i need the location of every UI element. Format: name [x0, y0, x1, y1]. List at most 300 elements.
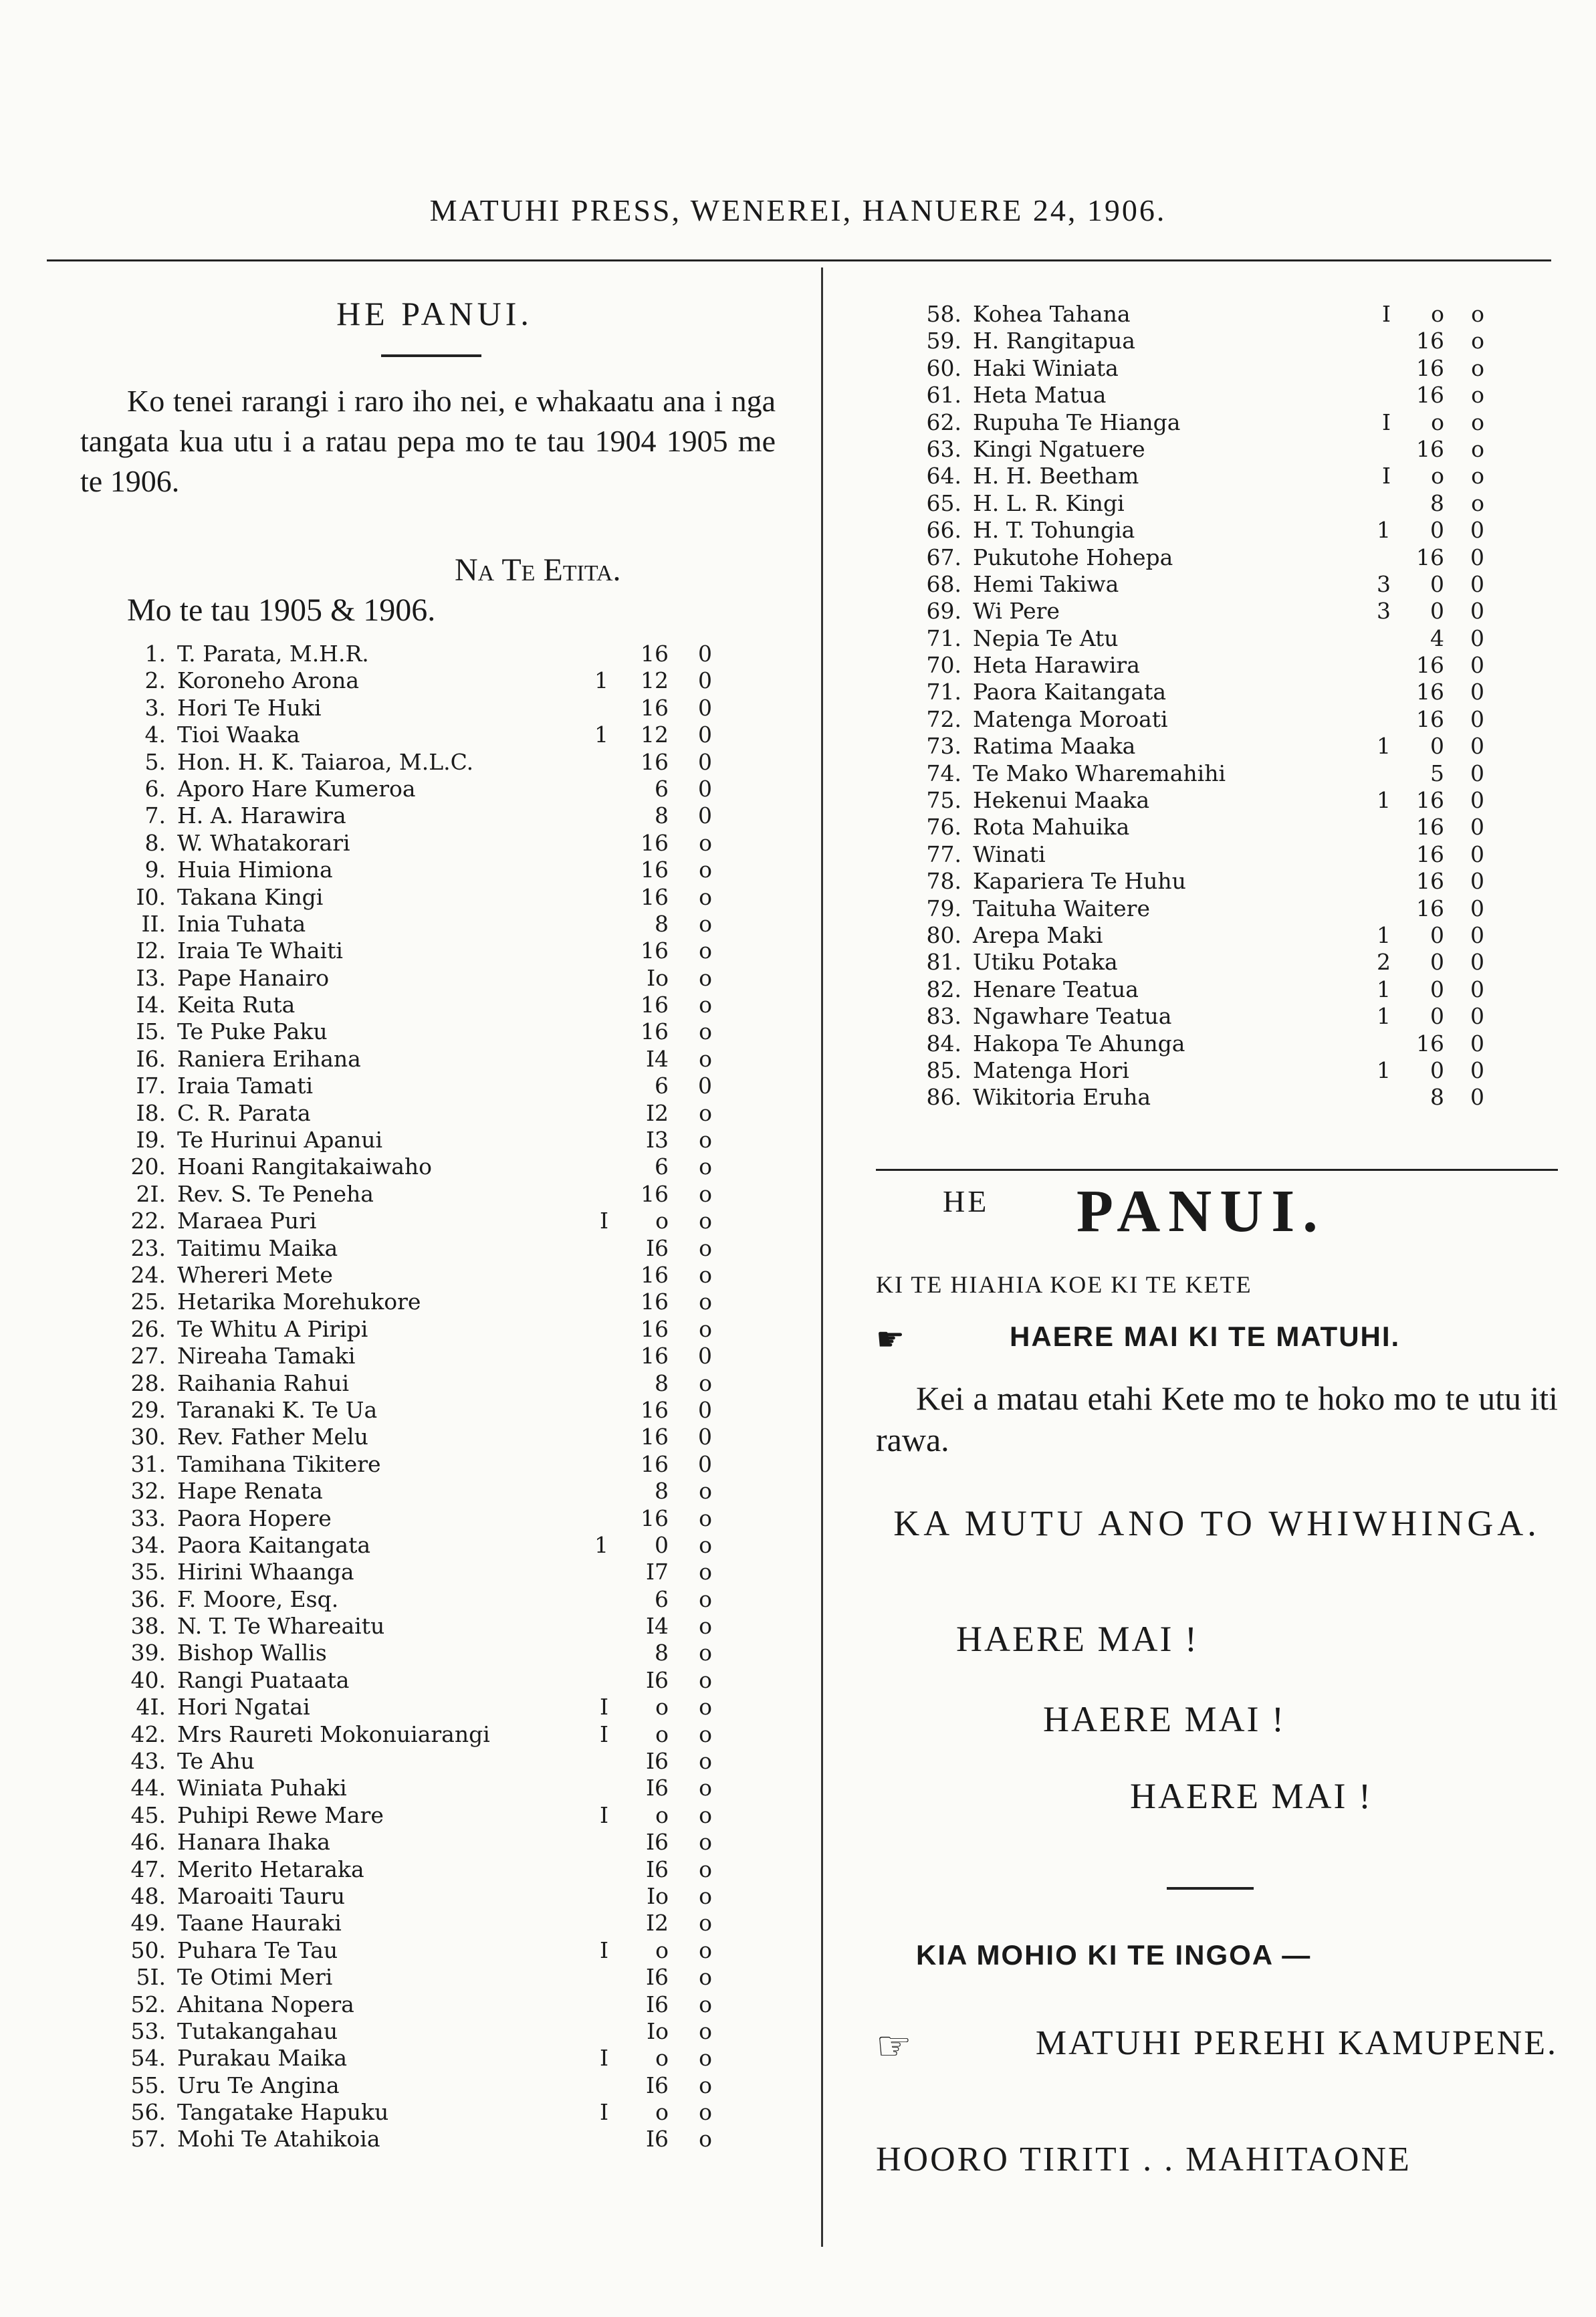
entry-shillings: o — [655, 2099, 669, 2126]
entry-number: 46. — [130, 1829, 166, 1856]
list-item — [114, 1208, 712, 1234]
entry-pence: o — [699, 1315, 712, 1342]
entry-name: Hon. H. K. Taiaroa, M.L.C. — [177, 748, 474, 775]
entry-name: Bishop Wallis — [177, 1640, 327, 1666]
entry-name: Hanara Ihaka — [177, 1829, 330, 1856]
entry-name: Puhipi Rewe Mare — [177, 1801, 384, 1828]
entry-pence: 0 — [698, 722, 712, 748]
entry-name: Hirini Whaanga — [177, 1559, 354, 1585]
entry-pence: o — [699, 2045, 712, 2072]
list-item — [114, 1180, 712, 1208]
list-item — [114, 1694, 712, 1721]
entry-number: I4. — [136, 992, 166, 1018]
entry-name: Te Whitu A Piripi — [177, 1315, 368, 1342]
entry-pence: o — [699, 1748, 712, 1775]
entry-name: Kingi Ngatuere — [973, 435, 1145, 462]
entry-shillings: 12 — [641, 667, 669, 694]
entry-name: Heta Matua — [973, 382, 1107, 409]
notice-body-text: Ko tenei rarangi i raro iho nei, e whakaatu ana i nga tangata kua utu i a ratau pepa mo te tau 1904 1905 me te 1906. — [80, 384, 776, 498]
entry-shillings: 8 — [1430, 1084, 1444, 1111]
entry-name: Maroaiti Tauru — [177, 1882, 346, 1909]
entry-pence: o — [1471, 409, 1484, 435]
notice-period: Mo te tau 1905 & 1906. — [127, 592, 436, 628]
entry-name: Hemi Takiwa — [973, 570, 1119, 597]
entry-shillings: 16 — [641, 937, 669, 964]
entry-shillings: o — [655, 1208, 669, 1234]
entry-pounds: 1 — [1377, 787, 1391, 814]
entry-number: 49. — [130, 1910, 166, 1937]
entry-pounds: 1 — [1377, 921, 1391, 948]
list-item — [909, 598, 1511, 625]
entry-number: 40. — [130, 1666, 166, 1693]
entry-shillings: 16 — [641, 641, 669, 667]
entry-name: Raihania Rahui — [177, 1369, 350, 1396]
entry-shillings: o — [655, 1694, 669, 1721]
list-item — [114, 1073, 712, 1099]
entry-pence: o — [699, 1721, 712, 1747]
list-item — [909, 490, 1511, 517]
entry-name: Taituha Waitere — [973, 895, 1150, 921]
entry-name: Rupuha Te Hianga — [973, 409, 1181, 435]
ad-line-whiwhinga: KA MUTU ANO TO WHIWHINGA. — [893, 1503, 1541, 1543]
entry-name: Rota Mahuika — [973, 814, 1130, 841]
entry-name: Winiata Puhaki — [177, 1775, 347, 1801]
entry-shillings: 16 — [1416, 435, 1444, 462]
entry-shillings: 16 — [1416, 705, 1444, 732]
entry-name: Rangi Puataata — [177, 1666, 350, 1693]
entry-pence: 0 — [1470, 544, 1484, 570]
entry-shillings: I6 — [645, 2072, 669, 2098]
entry-name: Kohea Tahana — [973, 301, 1131, 327]
entry-number: II. — [141, 910, 166, 937]
entry-shillings: 16 — [1416, 895, 1444, 921]
notice-title: HE PANUI. — [336, 295, 533, 332]
list-item — [114, 1369, 712, 1397]
entry-number: 71. — [926, 679, 961, 705]
entry-shillings: 4 — [1430, 625, 1444, 651]
entry-pence: 0 — [1470, 1003, 1484, 1030]
entry-shillings: 16 — [1416, 354, 1444, 381]
entry-name: Heta Harawira — [973, 652, 1140, 679]
entry-name: Rev. S. Te Peneha — [177, 1180, 374, 1207]
entry-shillings: o — [1431, 463, 1444, 489]
entry-name: Tangatake Hapuku — [177, 2099, 389, 2126]
entry-number: 56. — [130, 2099, 166, 2126]
entry-pence: 0 — [1470, 949, 1484, 976]
entry-shillings: I6 — [645, 1964, 669, 1991]
entry-pence: 0 — [1470, 1030, 1484, 1057]
list-item — [114, 1801, 712, 1829]
entry-name: Paora Kaitangata — [177, 1531, 371, 1558]
entry-shillings: 8 — [1430, 489, 1444, 516]
entry-pence: 0 — [1470, 705, 1484, 732]
entry-number: 47. — [130, 1856, 166, 1882]
list-item — [114, 1531, 712, 1559]
list-item — [909, 517, 1511, 544]
entry-shillings: 5 — [1430, 760, 1444, 786]
list-item — [909, 868, 1511, 895]
entry-number: 58. — [926, 301, 961, 327]
entry-pence: o — [699, 1694, 712, 1721]
list-item — [114, 964, 712, 992]
entry-shillings: o — [655, 1801, 669, 1828]
entry-shillings: 16 — [641, 1315, 669, 1342]
list-item — [114, 722, 712, 748]
entry-name: Merito Hetaraka — [177, 1856, 364, 1882]
entry-name: Keita Ruta — [177, 992, 296, 1018]
entry-number: 4I. — [136, 1694, 166, 1721]
entry-number: 30. — [130, 1424, 166, 1450]
entry-name: Ratima Maaka — [973, 733, 1136, 760]
entry-pounds: 1 — [1377, 1003, 1391, 1030]
entry-shillings: I2 — [645, 1910, 669, 1937]
entry-name: Puhara Te Tau — [177, 1937, 338, 1963]
entry-shillings: I6 — [645, 1748, 669, 1775]
entry-name: H. H. Beetham — [973, 463, 1139, 489]
entry-pounds: I — [599, 1208, 608, 1234]
entry-pence: o — [699, 1478, 712, 1505]
entry-number: 80. — [926, 921, 961, 948]
entry-name: Hape Renata — [177, 1478, 323, 1505]
entry-number: 33. — [130, 1505, 166, 1531]
entry-shillings: 16 — [1416, 814, 1444, 841]
entry-shillings: 6 — [655, 775, 669, 802]
entry-name: Matenga Moroati — [973, 705, 1168, 732]
list-item — [114, 910, 712, 937]
list-item — [909, 679, 1511, 705]
entry-pounds: I — [1381, 463, 1391, 489]
entry-shillings: 0 — [1430, 570, 1444, 597]
list-item — [909, 1030, 1511, 1057]
list-item — [909, 706, 1511, 733]
entry-shillings: I6 — [645, 2126, 669, 2153]
entry-number: 84. — [926, 1030, 961, 1057]
entry-pence: 0 — [698, 1424, 712, 1450]
entry-pence: 0 — [698, 1343, 712, 1369]
entry-number: 6. — [144, 775, 166, 802]
entry-shillings: 16 — [641, 1343, 669, 1369]
entry-name: Nepia Te Atu — [973, 625, 1119, 651]
list-item — [909, 544, 1511, 571]
entry-number: 61. — [926, 382, 961, 409]
list-item — [909, 436, 1511, 463]
entry-number: 77. — [926, 841, 961, 867]
entry-number: 3. — [144, 694, 166, 721]
entry-pence: o — [699, 829, 712, 856]
entry-number: I0. — [136, 883, 166, 910]
ad-he: HE — [943, 1184, 990, 1218]
entry-pounds: 1 — [1377, 1057, 1391, 1083]
entry-pence: 0 — [698, 667, 712, 694]
entry-shillings: 16 — [641, 748, 669, 775]
list-item — [114, 2099, 712, 2126]
entry-pence: o — [699, 1829, 712, 1856]
entry-pounds: 1 — [1377, 976, 1391, 1002]
entry-shillings: o — [1431, 409, 1444, 435]
title-rule — [381, 354, 481, 357]
entry-shillings: 8 — [655, 910, 669, 937]
entry-pence: o — [699, 883, 712, 910]
entry-pence: 0 — [1470, 760, 1484, 786]
entry-number: 65. — [926, 489, 961, 516]
entry-number: 55. — [130, 2072, 166, 2098]
entry-name: H. T. Tohungia — [973, 517, 1135, 544]
list-item — [909, 814, 1511, 841]
ad-body-text: Kei a matau etahi Kete mo te hoko mo te utu iti rawa. — [876, 1380, 1558, 1458]
entry-name: H. Rangitapua — [973, 328, 1135, 354]
entry-pence: o — [1471, 301, 1484, 327]
entry-number: 83. — [926, 1003, 961, 1030]
entry-pounds: I — [599, 1937, 608, 1963]
list-item — [114, 1721, 712, 1748]
entry-pence: o — [1471, 328, 1484, 354]
list-item — [114, 1882, 712, 1910]
list-item — [909, 787, 1511, 814]
entry-pence: 0 — [698, 748, 712, 775]
entry-shillings: I6 — [645, 1234, 669, 1261]
entry-pence: o — [699, 1045, 712, 1072]
entry-number: I7. — [136, 1073, 166, 1099]
list-item — [114, 1450, 712, 1478]
entry-number: 76. — [926, 814, 961, 841]
notice-body — [80, 381, 776, 502]
list-item — [114, 992, 712, 1018]
entry-shillings: I6 — [645, 1829, 669, 1856]
entry-shillings: 16 — [1416, 328, 1444, 354]
list-item — [114, 1505, 712, 1532]
entry-name: Uru Te Angina — [177, 2072, 340, 2098]
list-item — [909, 1057, 1511, 1084]
entry-pence: o — [699, 937, 712, 964]
ad-line-haere-mai: HAERE MAI KI TE MATUHI. — [1010, 1321, 1401, 1352]
list-item — [114, 1748, 712, 1775]
entry-name: Mrs Raureti Mokonuiarangi — [177, 1721, 490, 1747]
list-item — [114, 1613, 712, 1640]
list-item — [114, 1640, 712, 1666]
entry-shillings: 16 — [641, 1180, 669, 1207]
entry-pence: 0 — [698, 641, 712, 667]
entry-pounds: I — [599, 2099, 608, 2126]
entry-shillings: 16 — [1416, 679, 1444, 705]
entry-name: Hori Ngatai — [177, 1694, 310, 1721]
list-item — [909, 409, 1511, 436]
entry-shillings: 0 — [1430, 949, 1444, 976]
entry-shillings: I7 — [645, 1559, 669, 1585]
list-item — [114, 1829, 712, 1856]
list-item — [114, 1991, 712, 2018]
list-item — [909, 301, 1511, 328]
entry-pence: o — [699, 1018, 712, 1045]
entry-name: Te Mako Wharemahihi — [973, 760, 1226, 786]
entry-shillings: 16 — [641, 1505, 669, 1531]
top-rule — [47, 259, 1551, 261]
entry-name: Utiku Potaka — [973, 949, 1118, 976]
entry-shillings: I6 — [645, 1856, 669, 1882]
list-item — [114, 2072, 712, 2099]
entry-number: 59. — [926, 328, 961, 354]
entry-pence: 0 — [1470, 841, 1484, 867]
entry-shillings: 16 — [641, 1261, 669, 1288]
entry-pounds: 1 — [594, 722, 608, 748]
entry-number: I3. — [136, 964, 166, 991]
entry-name: Whereri Mete — [177, 1261, 333, 1288]
entry-number: I5. — [136, 1018, 166, 1045]
entry-pounds: 1 — [594, 667, 608, 694]
list-item — [114, 1937, 712, 1964]
entry-pence: 0 — [1470, 652, 1484, 679]
entry-shillings: 0 — [1430, 733, 1444, 760]
list-item — [114, 748, 712, 776]
entry-name: Mohi Te Atahikoia — [177, 2126, 380, 2153]
entry-shillings: 0 — [1430, 921, 1444, 948]
entry-shillings: 16 — [1416, 1030, 1444, 1057]
entry-pence: 0 — [1470, 517, 1484, 544]
entry-pence: 0 — [1470, 787, 1484, 814]
list-item — [114, 1234, 712, 1262]
entry-number: 4. — [144, 722, 166, 748]
entry-name: Te Puke Paku — [177, 1018, 328, 1045]
entry-name: Hoani Rangitakaiwaho — [177, 1153, 433, 1180]
list-item — [114, 1559, 712, 1585]
entry-pence: 0 — [698, 1396, 712, 1423]
list-item — [114, 1666, 712, 1694]
entry-shillings: 8 — [655, 1369, 669, 1396]
entry-pence: o — [699, 1991, 712, 2017]
entry-number: 43. — [130, 1748, 166, 1775]
entry-number: 2I. — [136, 1180, 166, 1207]
entry-shillings: 16 — [641, 1424, 669, 1450]
ad-haere-mai-1: HAERE MAI ! — [956, 1619, 1199, 1659]
entry-pence: o — [699, 1964, 712, 1991]
entry-name: Te Otimi Meri — [177, 1964, 333, 1991]
entry-number: 34. — [130, 1531, 166, 1558]
entry-shillings: 16 — [641, 1450, 669, 1477]
entry-name: Tutakangahau — [177, 2017, 338, 2044]
entry-name: H. A. Harawira — [177, 802, 346, 829]
entry-number: 71. — [926, 625, 961, 651]
ad-line-ingoa: KIA MOHIO KI TE INGOA — — [916, 1939, 1312, 1971]
entry-pence: o — [699, 2017, 712, 2044]
entry-number: 9. — [144, 857, 166, 883]
entry-pence: o — [699, 964, 712, 991]
entry-number: I9. — [136, 1127, 166, 1153]
entry-name: Te Ahu — [177, 1748, 255, 1775]
list-item — [909, 382, 1511, 409]
entry-shillings: o — [655, 1937, 669, 1963]
list-item — [114, 1424, 712, 1450]
entry-pence: o — [699, 1937, 712, 1963]
entry-pence: o — [699, 1531, 712, 1558]
entry-number: 23. — [130, 1234, 166, 1261]
entry-shillings: 0 — [1430, 976, 1444, 1002]
entry-number: 5I. — [136, 1964, 166, 1991]
entry-shillings: 8 — [655, 1640, 669, 1666]
entry-shillings: I6 — [645, 1991, 669, 2017]
entry-pence: 0 — [1470, 679, 1484, 705]
entry-name: Ngawhare Teatua — [973, 1003, 1172, 1030]
entry-shillings: 16 — [1416, 841, 1444, 867]
entry-shillings: 16 — [641, 1018, 669, 1045]
entry-number: 73. — [926, 733, 961, 760]
entry-pence: 0 — [1470, 598, 1484, 625]
entry-number: 27. — [130, 1343, 166, 1369]
entry-name: Takana Kingi — [177, 883, 324, 910]
entry-pence: 0 — [1470, 895, 1484, 921]
entry-shillings: 6 — [655, 1073, 669, 1099]
entry-pence: 0 — [1470, 1084, 1484, 1111]
list-item — [114, 1478, 712, 1505]
entry-name: Raniera Erihana — [177, 1045, 361, 1072]
entry-name: Maraea Puri — [177, 1208, 317, 1234]
entry-number: 82. — [926, 976, 961, 1002]
entry-pence: o — [699, 1640, 712, 1666]
list-item — [114, 1396, 712, 1424]
ad-company-name: MATUHI PEREHI KAMUPENE. — [1035, 2024, 1558, 2062]
entry-pence: o — [699, 2099, 712, 2126]
entry-number: 60. — [926, 354, 961, 381]
entry-pence: o — [699, 2072, 712, 2098]
entry-name: N. T. Te Whareaitu — [177, 1613, 385, 1640]
entry-pence: o — [699, 1505, 712, 1531]
entry-number: 62. — [926, 409, 961, 435]
entry-shillings: 16 — [641, 829, 669, 856]
entry-number: 45. — [130, 1801, 166, 1828]
entry-shillings: 16 — [1416, 544, 1444, 570]
list-item — [114, 1099, 712, 1127]
list-item — [909, 895, 1511, 922]
list-item — [909, 949, 1511, 976]
entry-pence: o — [699, 1099, 712, 1126]
entry-pence: 0 — [1470, 625, 1484, 651]
entry-number: 38. — [130, 1613, 166, 1640]
entry-shillings: I4 — [645, 1613, 669, 1640]
list-item — [114, 937, 712, 964]
ad-haere-mai-3: HAERE MAI ! — [1130, 1776, 1373, 1816]
pointing-hand-icon: ☛ — [876, 1322, 905, 1357]
list-item — [114, 641, 712, 667]
entry-pence: o — [699, 1180, 712, 1207]
entry-name: Ahitana Nopera — [177, 1991, 354, 2017]
entry-name: Rev. Father Melu — [177, 1424, 368, 1450]
list-item — [909, 355, 1511, 382]
entry-name: Nireaha Tamaki — [177, 1343, 356, 1369]
entry-pence: 0 — [1470, 814, 1484, 841]
entry-shillings: 6 — [655, 1153, 669, 1180]
entry-name: Winati — [973, 841, 1046, 867]
entry-number: 66. — [926, 517, 961, 544]
entry-pounds: 3 — [1377, 570, 1391, 597]
list-item — [909, 652, 1511, 679]
entry-shillings: 16 — [641, 857, 669, 883]
entry-name: C. R. Parata — [177, 1099, 311, 1126]
list-item — [114, 667, 712, 694]
entry-shillings: 16 — [1416, 787, 1444, 814]
entry-pence: o — [1471, 463, 1484, 489]
entry-pence: 0 — [698, 775, 712, 802]
entry-name: Matenga Hori — [973, 1057, 1129, 1083]
entry-pence: 0 — [1470, 868, 1484, 895]
list-item — [114, 829, 712, 857]
entry-shillings: I4 — [645, 1045, 669, 1072]
list-item — [114, 775, 712, 802]
entry-number: 64. — [926, 463, 961, 489]
list-item — [114, 1343, 712, 1369]
entry-name: Taane Hauraki — [177, 1910, 342, 1937]
list-item — [909, 976, 1511, 1003]
list-item — [909, 571, 1511, 598]
entry-number: 75. — [926, 787, 961, 814]
entry-number: 67. — [926, 544, 961, 570]
